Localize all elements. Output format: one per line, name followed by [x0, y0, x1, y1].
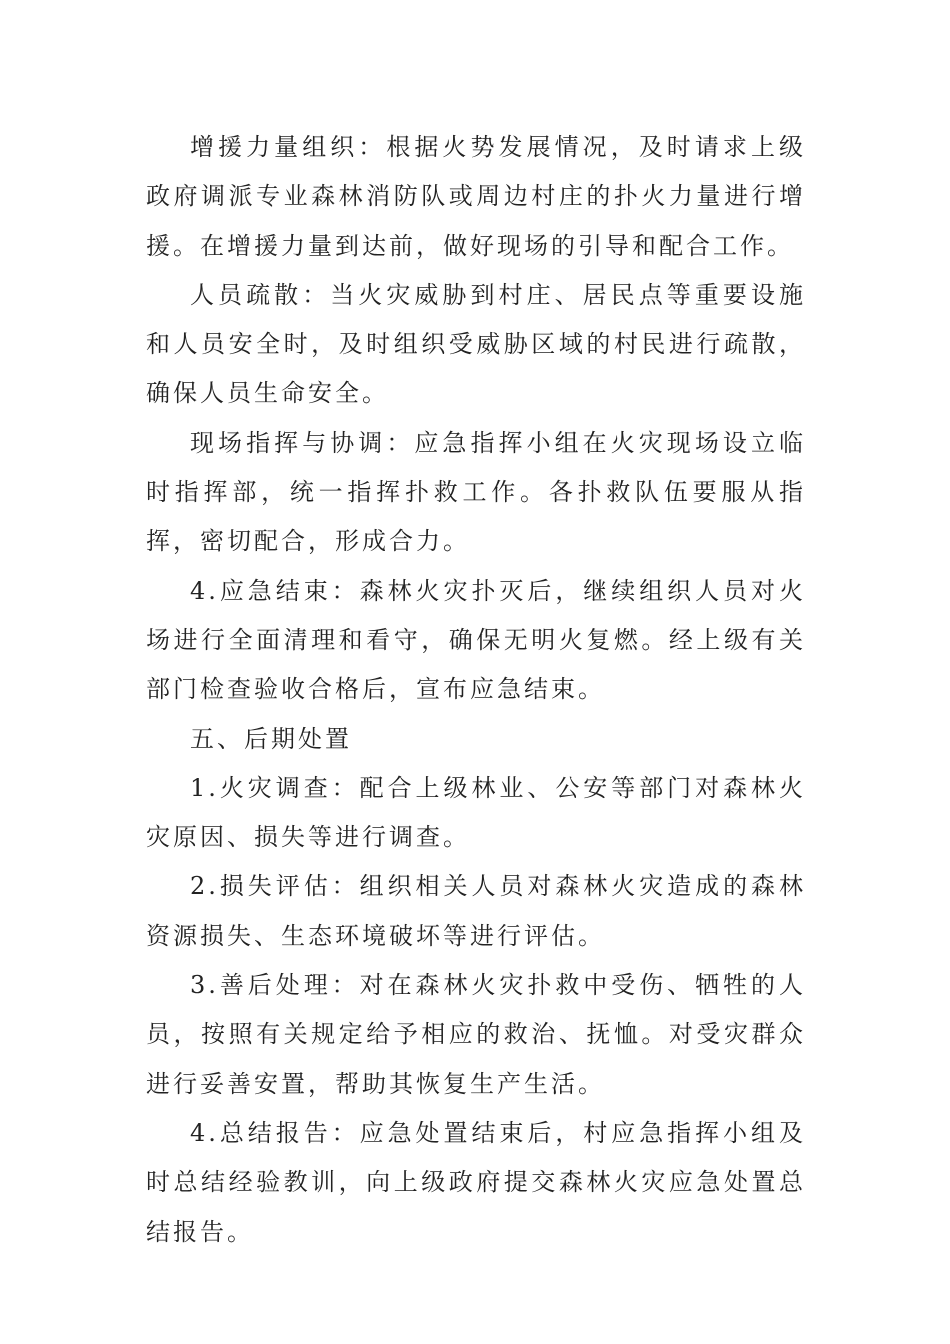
paragraph-aftermath-handling: 3.善后处理：对在森林火灾扑救中受伤、牺牲的人员，按照有关规定给予相应的救治、抚恤。对受灾群众进行妥善安置，帮助其恢复生产生活。	[146, 971, 806, 1098]
document-body	[146, 123, 806, 1257]
paragraph-emergency-end: 4.应急结束：森林火灾扑灭后，继续组织人员对火场进行全面清理和看守，确保无明火复燃。经上级有关部门检查验收合格后，宣布应急结束。	[146, 576, 806, 704]
paragraph-loss-assessment: 2.损失评估：组织相关人员对森林火灾造成的森林资源损失、生态环境破坏等进行评估。	[146, 872, 806, 950]
section-heading-aftermath: 五、后期处置	[190, 724, 352, 753]
paragraph-personnel-evacuation: 人员疏散：当火灾威胁到村庄、居民点等重要设施和人员安全时，及时组织受威胁区域的村民进行疏散，确保人员生命安全。	[146, 280, 806, 408]
paragraph-summary-report: 4.总结报告：应急处置结束后，村应急指挥小组及时总结经验教训，向上级政府提交森林火灾应急处置总结报告。	[146, 1118, 806, 1246]
paragraph-fire-investigation: 1.火灾调查：配合上级林业、公安等部门对森林火灾原因、损失等进行调查。	[146, 773, 806, 852]
paragraph-reinforcement-organization: 增援力量组织：根据火势发展情况，及时请求上级政府调派专业森林消防队或周边村庄的扑火力量进行增援。在增援力量到达前，做好现场的引导和配合工作。	[146, 133, 806, 260]
paragraph-onsite-command: 现场指挥与协调：应急指挥小组在火灾现场设立临时指挥部，统一指挥扑救工作。各扑救队伍要服从指挥，密切配合，形成合力。	[146, 428, 806, 556]
